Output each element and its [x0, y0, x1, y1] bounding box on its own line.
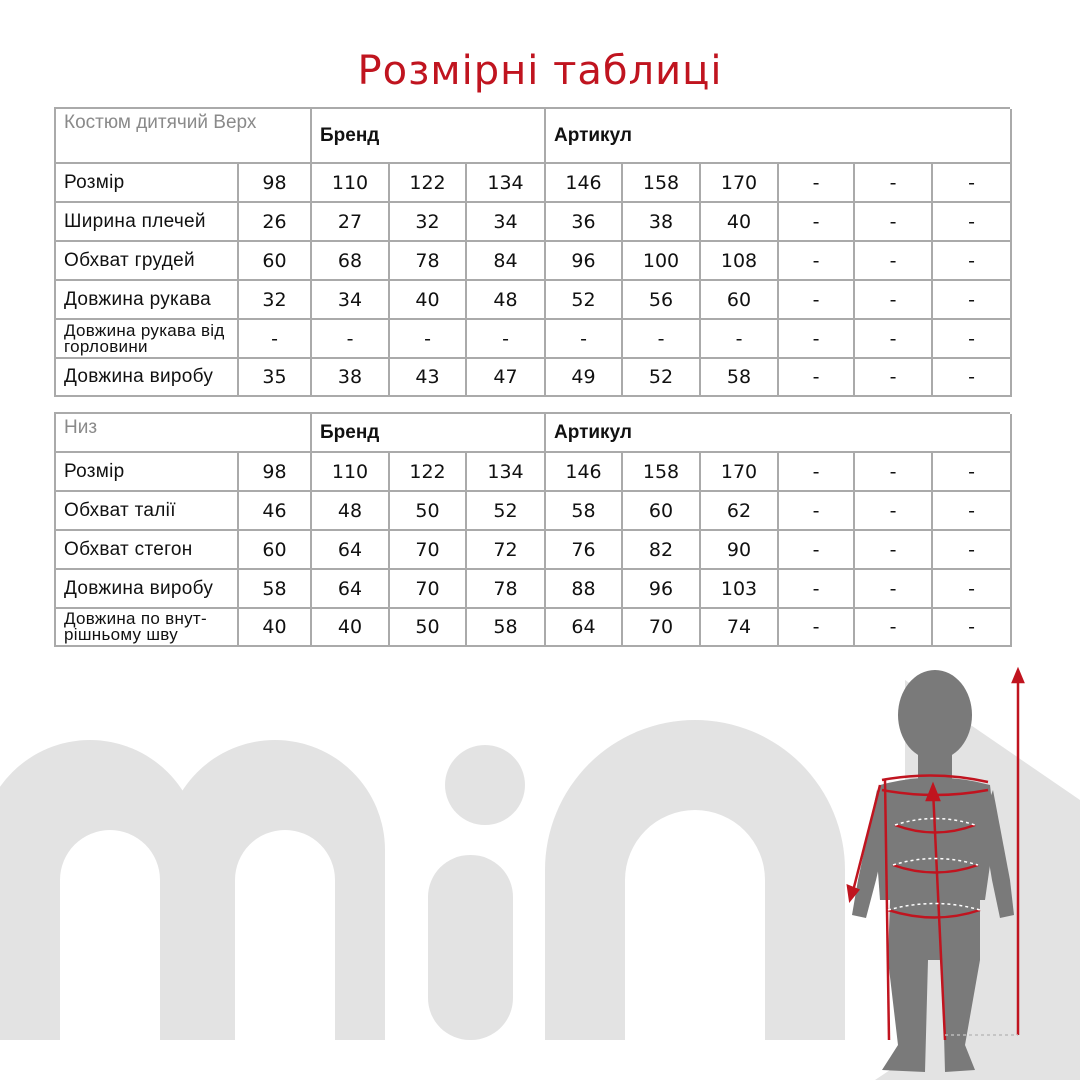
- size-value-cell: -: [779, 453, 855, 492]
- size-value-cell: 60: [239, 242, 312, 281]
- size-value-cell: 98: [239, 164, 312, 203]
- size-value-cell: -: [855, 281, 933, 320]
- size-value-cell: -: [546, 320, 623, 359]
- size-value-cell: 52: [546, 281, 623, 320]
- size-value-cell: 96: [546, 242, 623, 281]
- size-value-cell: -: [855, 570, 933, 609]
- size-value-cell: -: [855, 242, 933, 281]
- size-value-cell: 122: [390, 164, 467, 203]
- top-table-label: Костюм дитячий Верх: [56, 109, 312, 164]
- size-value-cell: 70: [390, 570, 467, 609]
- size-value-cell: 40: [701, 203, 779, 242]
- size-value-cell: 70: [390, 531, 467, 570]
- size-value-cell: 34: [312, 281, 390, 320]
- size-value-cell: -: [779, 492, 855, 531]
- size-value-cell: -: [779, 164, 855, 203]
- size-value-cell: 74: [701, 609, 779, 647]
- size-value-cell: -: [933, 609, 1012, 647]
- row-label: Розмір: [56, 453, 239, 492]
- size-value-cell: 100: [623, 242, 701, 281]
- size-value-cell: 103: [701, 570, 779, 609]
- size-value-cell: -: [933, 203, 1012, 242]
- size-value-cell: -: [312, 320, 390, 359]
- size-value-cell: -: [933, 242, 1012, 281]
- size-value-cell: 64: [546, 609, 623, 647]
- size-value-cell: 60: [701, 281, 779, 320]
- size-value-cell: 43: [390, 359, 467, 397]
- size-value-cell: -: [855, 164, 933, 203]
- size-value-cell: 40: [312, 609, 390, 647]
- size-value-cell: 84: [467, 242, 546, 281]
- size-value-cell: 32: [390, 203, 467, 242]
- size-value-cell: -: [623, 320, 701, 359]
- size-value-cell: 26: [239, 203, 312, 242]
- size-value-cell: 48: [312, 492, 390, 531]
- size-value-cell: 108: [701, 242, 779, 281]
- size-value-cell: 134: [467, 164, 546, 203]
- size-value-cell: 49: [546, 359, 623, 397]
- size-value-cell: -: [933, 570, 1012, 609]
- bottom-brand-label: Бренд: [312, 414, 546, 453]
- row-label: Довжина виробу: [56, 570, 239, 609]
- row-label: Обхват стегон: [56, 531, 239, 570]
- row-label: Ширина плечей: [56, 203, 239, 242]
- top-size-table: [54, 107, 1010, 397]
- size-value-cell: 122: [390, 453, 467, 492]
- size-value-cell: 48: [467, 281, 546, 320]
- size-value-cell: -: [239, 320, 312, 359]
- size-value-cell: 58: [546, 492, 623, 531]
- size-value-cell: -: [855, 453, 933, 492]
- top-article-label: Артикул: [546, 109, 1012, 164]
- bottom-table-label: Низ: [56, 414, 312, 453]
- size-value-cell: -: [933, 320, 1012, 359]
- size-value-cell: 158: [623, 453, 701, 492]
- size-value-cell: 146: [546, 453, 623, 492]
- row-label: Обхват грудей: [56, 242, 239, 281]
- size-value-cell: -: [855, 359, 933, 397]
- size-value-cell: 146: [546, 164, 623, 203]
- size-value-cell: 64: [312, 570, 390, 609]
- size-value-cell: -: [933, 164, 1012, 203]
- top-brand-label: Бренд: [312, 109, 546, 164]
- size-value-cell: -: [779, 359, 855, 397]
- size-value-cell: 56: [623, 281, 701, 320]
- row-label: Довжина по внут-рішньому шву: [56, 609, 239, 647]
- size-value-cell: 38: [623, 203, 701, 242]
- size-value-cell: -: [855, 320, 933, 359]
- size-value-cell: -: [933, 359, 1012, 397]
- size-value-cell: 96: [623, 570, 701, 609]
- size-value-cell: -: [779, 242, 855, 281]
- size-value-cell: 134: [467, 453, 546, 492]
- size-value-cell: 36: [546, 203, 623, 242]
- size-value-cell: 70: [623, 609, 701, 647]
- size-value-cell: 170: [701, 453, 779, 492]
- size-value-cell: -: [855, 203, 933, 242]
- size-value-cell: 82: [623, 531, 701, 570]
- size-value-cell: -: [855, 609, 933, 647]
- bottom-size-table: [54, 412, 1010, 647]
- size-value-cell: 40: [390, 281, 467, 320]
- size-value-cell: 68: [312, 242, 390, 281]
- size-value-cell: -: [933, 531, 1012, 570]
- row-label: Довжина виробу: [56, 359, 239, 397]
- size-value-cell: -: [390, 320, 467, 359]
- size-value-cell: -: [933, 492, 1012, 531]
- size-value-cell: 58: [701, 359, 779, 397]
- size-value-cell: -: [701, 320, 779, 359]
- bottom-article-label: Артикул: [546, 414, 1012, 453]
- size-value-cell: -: [933, 453, 1012, 492]
- row-label: Довжина рукава від горловини: [56, 320, 239, 359]
- size-value-cell: 27: [312, 203, 390, 242]
- size-value-cell: 98: [239, 453, 312, 492]
- size-value-cell: -: [855, 492, 933, 531]
- size-value-cell: -: [779, 320, 855, 359]
- size-value-cell: 47: [467, 359, 546, 397]
- size-value-cell: -: [779, 531, 855, 570]
- size-value-cell: -: [779, 281, 855, 320]
- row-label: Обхват талії: [56, 492, 239, 531]
- size-value-cell: -: [933, 281, 1012, 320]
- size-value-cell: 60: [239, 531, 312, 570]
- size-value-cell: 46: [239, 492, 312, 531]
- size-value-cell: 78: [467, 570, 546, 609]
- size-value-cell: 90: [701, 531, 779, 570]
- size-value-cell: 58: [467, 609, 546, 647]
- size-value-cell: 52: [623, 359, 701, 397]
- size-value-cell: -: [467, 320, 546, 359]
- page-title: Розмірні таблиці: [357, 48, 723, 94]
- size-value-cell: 50: [390, 609, 467, 647]
- size-value-cell: 35: [239, 359, 312, 397]
- size-value-cell: -: [779, 570, 855, 609]
- size-value-cell: 58: [239, 570, 312, 609]
- size-value-cell: -: [779, 203, 855, 242]
- size-value-cell: 158: [623, 164, 701, 203]
- size-value-cell: 88: [546, 570, 623, 609]
- size-value-cell: 110: [312, 453, 390, 492]
- size-value-cell: 64: [312, 531, 390, 570]
- size-value-cell: -: [779, 609, 855, 647]
- size-value-cell: 170: [701, 164, 779, 203]
- size-value-cell: -: [855, 531, 933, 570]
- row-label: Довжина рукава: [56, 281, 239, 320]
- size-value-cell: 40: [239, 609, 312, 647]
- size-value-cell: 34: [467, 203, 546, 242]
- size-value-cell: 60: [623, 492, 701, 531]
- size-value-cell: 32: [239, 281, 312, 320]
- size-value-cell: 78: [390, 242, 467, 281]
- row-label: Розмір: [56, 164, 239, 203]
- size-value-cell: 38: [312, 359, 390, 397]
- size-value-cell: 110: [312, 164, 390, 203]
- size-value-cell: 72: [467, 531, 546, 570]
- size-value-cell: 62: [701, 492, 779, 531]
- size-value-cell: 76: [546, 531, 623, 570]
- size-value-cell: 50: [390, 492, 467, 531]
- size-value-cell: 52: [467, 492, 546, 531]
